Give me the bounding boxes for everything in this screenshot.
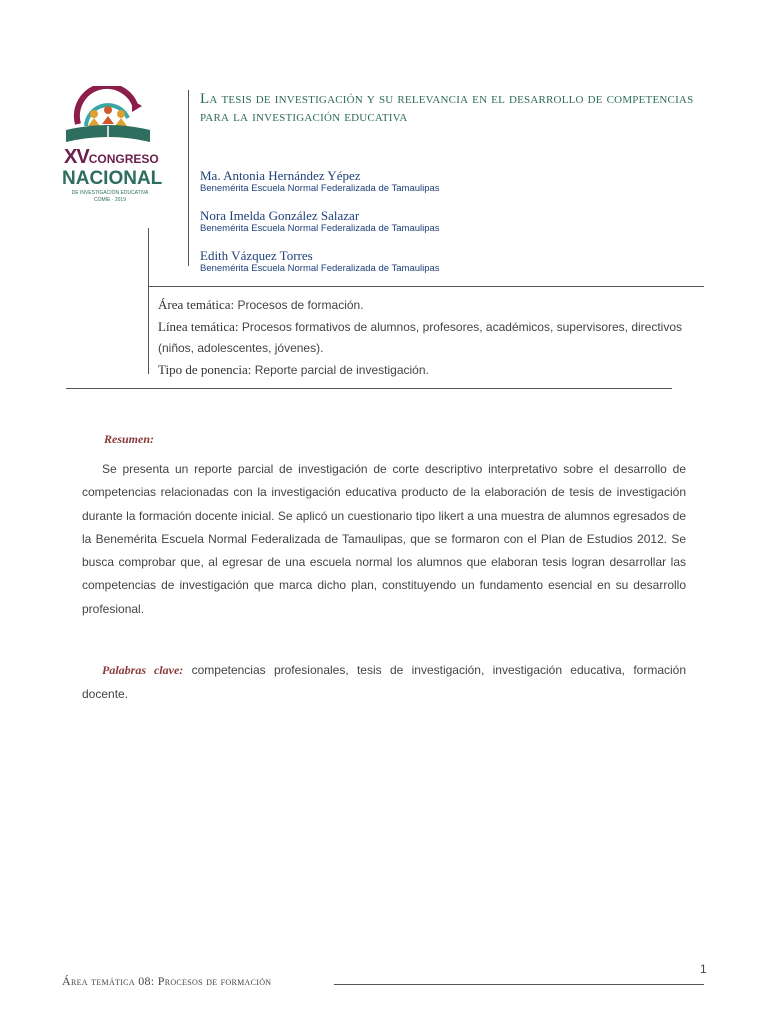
divider-vertical-left (148, 228, 149, 374)
page-number: 1 (700, 962, 707, 976)
divider-horizontal-mid (148, 286, 704, 287)
author-institution: Benemérita Escuela Normal Federalizada de Tamaulipas (200, 223, 440, 234)
linea-value: Procesos formativos de alumnos, profesores, académicos, supervisores, directivos (niños, adolescentes, jóvenes). (158, 320, 683, 355)
divider-footer (334, 984, 704, 985)
linea-label: Línea temática: (158, 319, 239, 334)
logo-nacional-text: NACIONAL (62, 168, 163, 189)
paper-metadata (158, 294, 698, 381)
author-name: Nora Imelda González Salazar (200, 208, 360, 223)
resumen-heading: Resumen: (104, 432, 155, 446)
divider-horizontal-bottom (66, 388, 672, 389)
area-label: Área temática: (158, 297, 235, 312)
area-tematica (158, 294, 698, 316)
keywords-paragraph (82, 658, 686, 706)
footer-area: Área temática 08: Procesos de formación (62, 974, 272, 988)
keywords-text: competencias profesionales, tesis de investigación, investigación educativa, formación docente. (82, 663, 687, 701)
keywords-label: Palabras clave: (102, 663, 184, 677)
tipo-ponencia (158, 359, 698, 381)
logo-subtitle: DE INVESTIGACIÓN EDUCATIVA (71, 190, 149, 196)
author-block-3 (200, 248, 440, 275)
linea-tematica (158, 316, 698, 359)
author-institution: Benemérita Escuela Normal Federalizada de Tamaulipas (200, 263, 440, 274)
tipo-label: Tipo de ponencia: (158, 362, 252, 377)
author-name: Ma. Antonia Hernández Yépez (200, 168, 361, 183)
tipo-value: Reporte parcial de investigación. (254, 363, 429, 377)
author-block-1 (200, 168, 440, 195)
congress-logo (58, 86, 163, 211)
author-name: Edith Vázquez Torres (200, 248, 313, 263)
logo-comie: COMIE · 2019 (94, 197, 126, 203)
paper-title: La tesis de investigación y su relevancia en el desarrollo de competencias para la investigación educativa (200, 91, 694, 125)
divider-vertical-top (188, 90, 189, 266)
author-institution: Benemérita Escuela Normal Federalizada de Tamaulipas (200, 183, 440, 194)
author-block-2 (200, 208, 440, 235)
logo-xv-text: XVCONGRESO (64, 146, 159, 168)
abstract-text: Se presenta un reporte parcial de investigación de corte descriptivo interpretativo sobre el desarrollo de competencias relacionadas con la investigación educativa producto de la elaboración de tesis de investigación durante la formación docente inicial. Se aplicó un cuestionario tipo likert a una muestra de alumnos egresados de la Benemérita Escuela Normal Federalizada de Tamaulipas, que se formaron con el Plan de Estudios 2012. Se busca comprobar que, al egresar de una escuela normal los alumnos que elaboran tesis logran desarrollar las competencias de investigación que marca dicho plan, constituyendo un fundamento esencial en su desarrollo profesional. (82, 462, 686, 616)
logo-emblem-icon (58, 86, 158, 148)
area-value: Procesos de formación. (237, 298, 364, 312)
